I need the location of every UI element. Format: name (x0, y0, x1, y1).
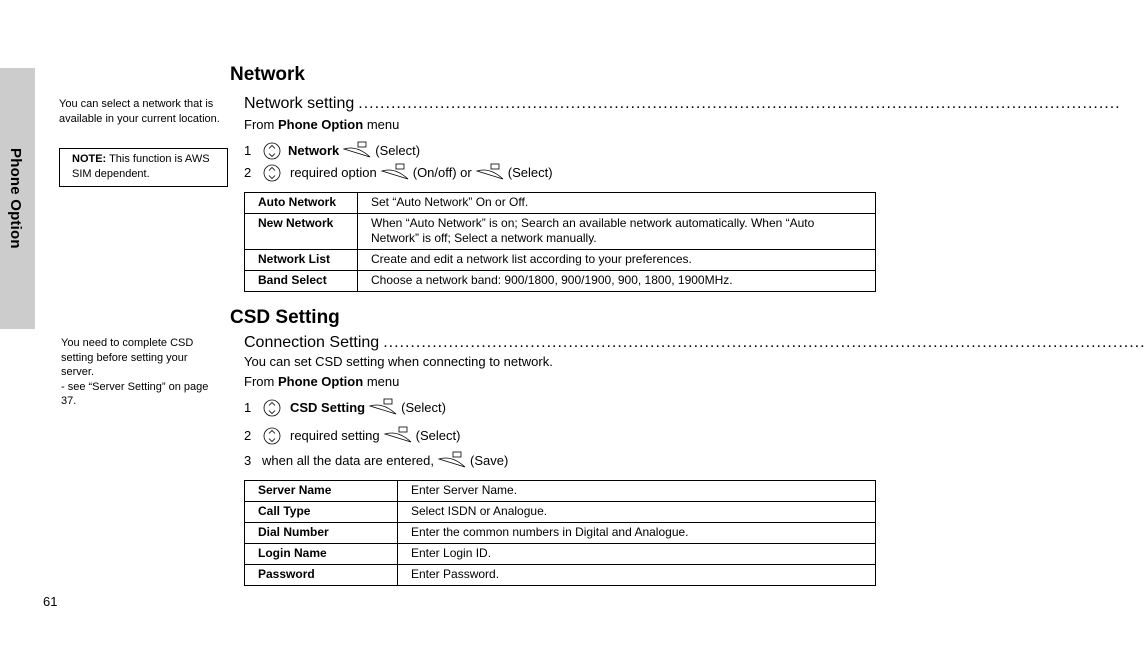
csd-ref-text: - see “Server Setting” on page 37. (61, 380, 209, 407)
csd-hint-note (61, 336, 221, 409)
menu-name: Phone Option (277, 117, 364, 132)
leader-dots: ............................................................................................................................................ (383, 334, 1146, 351)
step-text: required option (290, 165, 377, 180)
table-row: Login Name Enter Login ID. (245, 544, 876, 565)
soft-key-icon (380, 163, 410, 183)
side-tab-label: Phone Option (7, 148, 24, 249)
scroll-key-icon (263, 142, 281, 160)
network-from-line: From Phone Option menu (244, 117, 400, 132)
step-action: (Select) (375, 143, 421, 158)
table-row: New Network When “Auto Network” is on; Search an available network automatically. When “Auto Network” is off; Select a network manually. (245, 214, 876, 250)
csd-hint-text: You need to complete CSD setting before setting your server. (61, 337, 194, 378)
step-action: (Save) (470, 453, 509, 468)
table-row: Server Name Enter Server Name. (245, 481, 876, 502)
soft-key-icon (342, 141, 372, 161)
scroll-key-icon (263, 164, 281, 182)
leader-dots: ............................................................................................................................................ (358, 95, 1121, 112)
step-action: (Select) (401, 400, 446, 415)
csd-intro: You can set CSD setting when connecting to network. (244, 354, 553, 369)
network-hint-note: You can select a network that is available in your current location. (59, 98, 220, 125)
note-text: This function is AWS SIM dependent. (72, 153, 210, 180)
csd-from-line: From Phone Option menu (244, 374, 400, 389)
csd-heading: CSD Setting (230, 307, 340, 328)
table-row: Network List Create and edit a network list according to your preferences. (245, 250, 876, 271)
menu-name: Phone Option (277, 374, 364, 389)
note-label: NOTE: (72, 153, 107, 165)
connection-setting-subheading (244, 334, 1146, 352)
network-setting-title: Network setting (244, 95, 355, 112)
network-setting-subheading (244, 95, 1121, 113)
network-heading: Network (230, 64, 305, 85)
side-tab (0, 68, 35, 329)
table-row: Auto Network Set “Auto Network” On or Off. (245, 193, 876, 214)
csd-options-table (244, 480, 876, 586)
step-action-2: (Select) (507, 165, 553, 180)
step-action-1: (On/off) or (412, 165, 472, 180)
page-number: 61 (43, 594, 58, 609)
table-row: Band Select Choose a network band: 900/1800, 900/1900, 900, 1800, 1900MHz. (245, 271, 876, 292)
table-row: Password Enter Password. (245, 565, 876, 586)
step-text: when all the data are entered, (262, 453, 435, 468)
network-step-2: 2 required option (On/off) or (Select) (244, 163, 553, 183)
note-box (59, 148, 228, 187)
scroll-key-icon (263, 427, 281, 445)
csd-step-3: 3 when all the data are entered, (Save) (244, 451, 508, 471)
connection-setting-title: Connection Setting (244, 334, 380, 351)
soft-key-icon (383, 426, 413, 446)
csd-step-1: 1 CSD Setting (Select) (244, 398, 446, 418)
table-row: Call Type Select ISDN or Analogue. (245, 502, 876, 523)
soft-key-icon (475, 163, 505, 183)
table-row: Dial Number Enter the common numbers in Digital and Analogue. (245, 523, 876, 544)
step-item: Network (288, 143, 340, 158)
soft-key-icon (437, 451, 467, 471)
step-action: (Select) (415, 428, 461, 443)
network-options-table (244, 192, 876, 292)
step-text: required setting (290, 428, 380, 443)
csd-step-2: 2 required setting (Select) (244, 426, 460, 446)
step-item: CSD Setting (290, 400, 366, 415)
soft-key-icon (368, 398, 398, 418)
network-step-1: 1 Network (Select) (244, 141, 420, 161)
scroll-key-icon (263, 399, 281, 417)
